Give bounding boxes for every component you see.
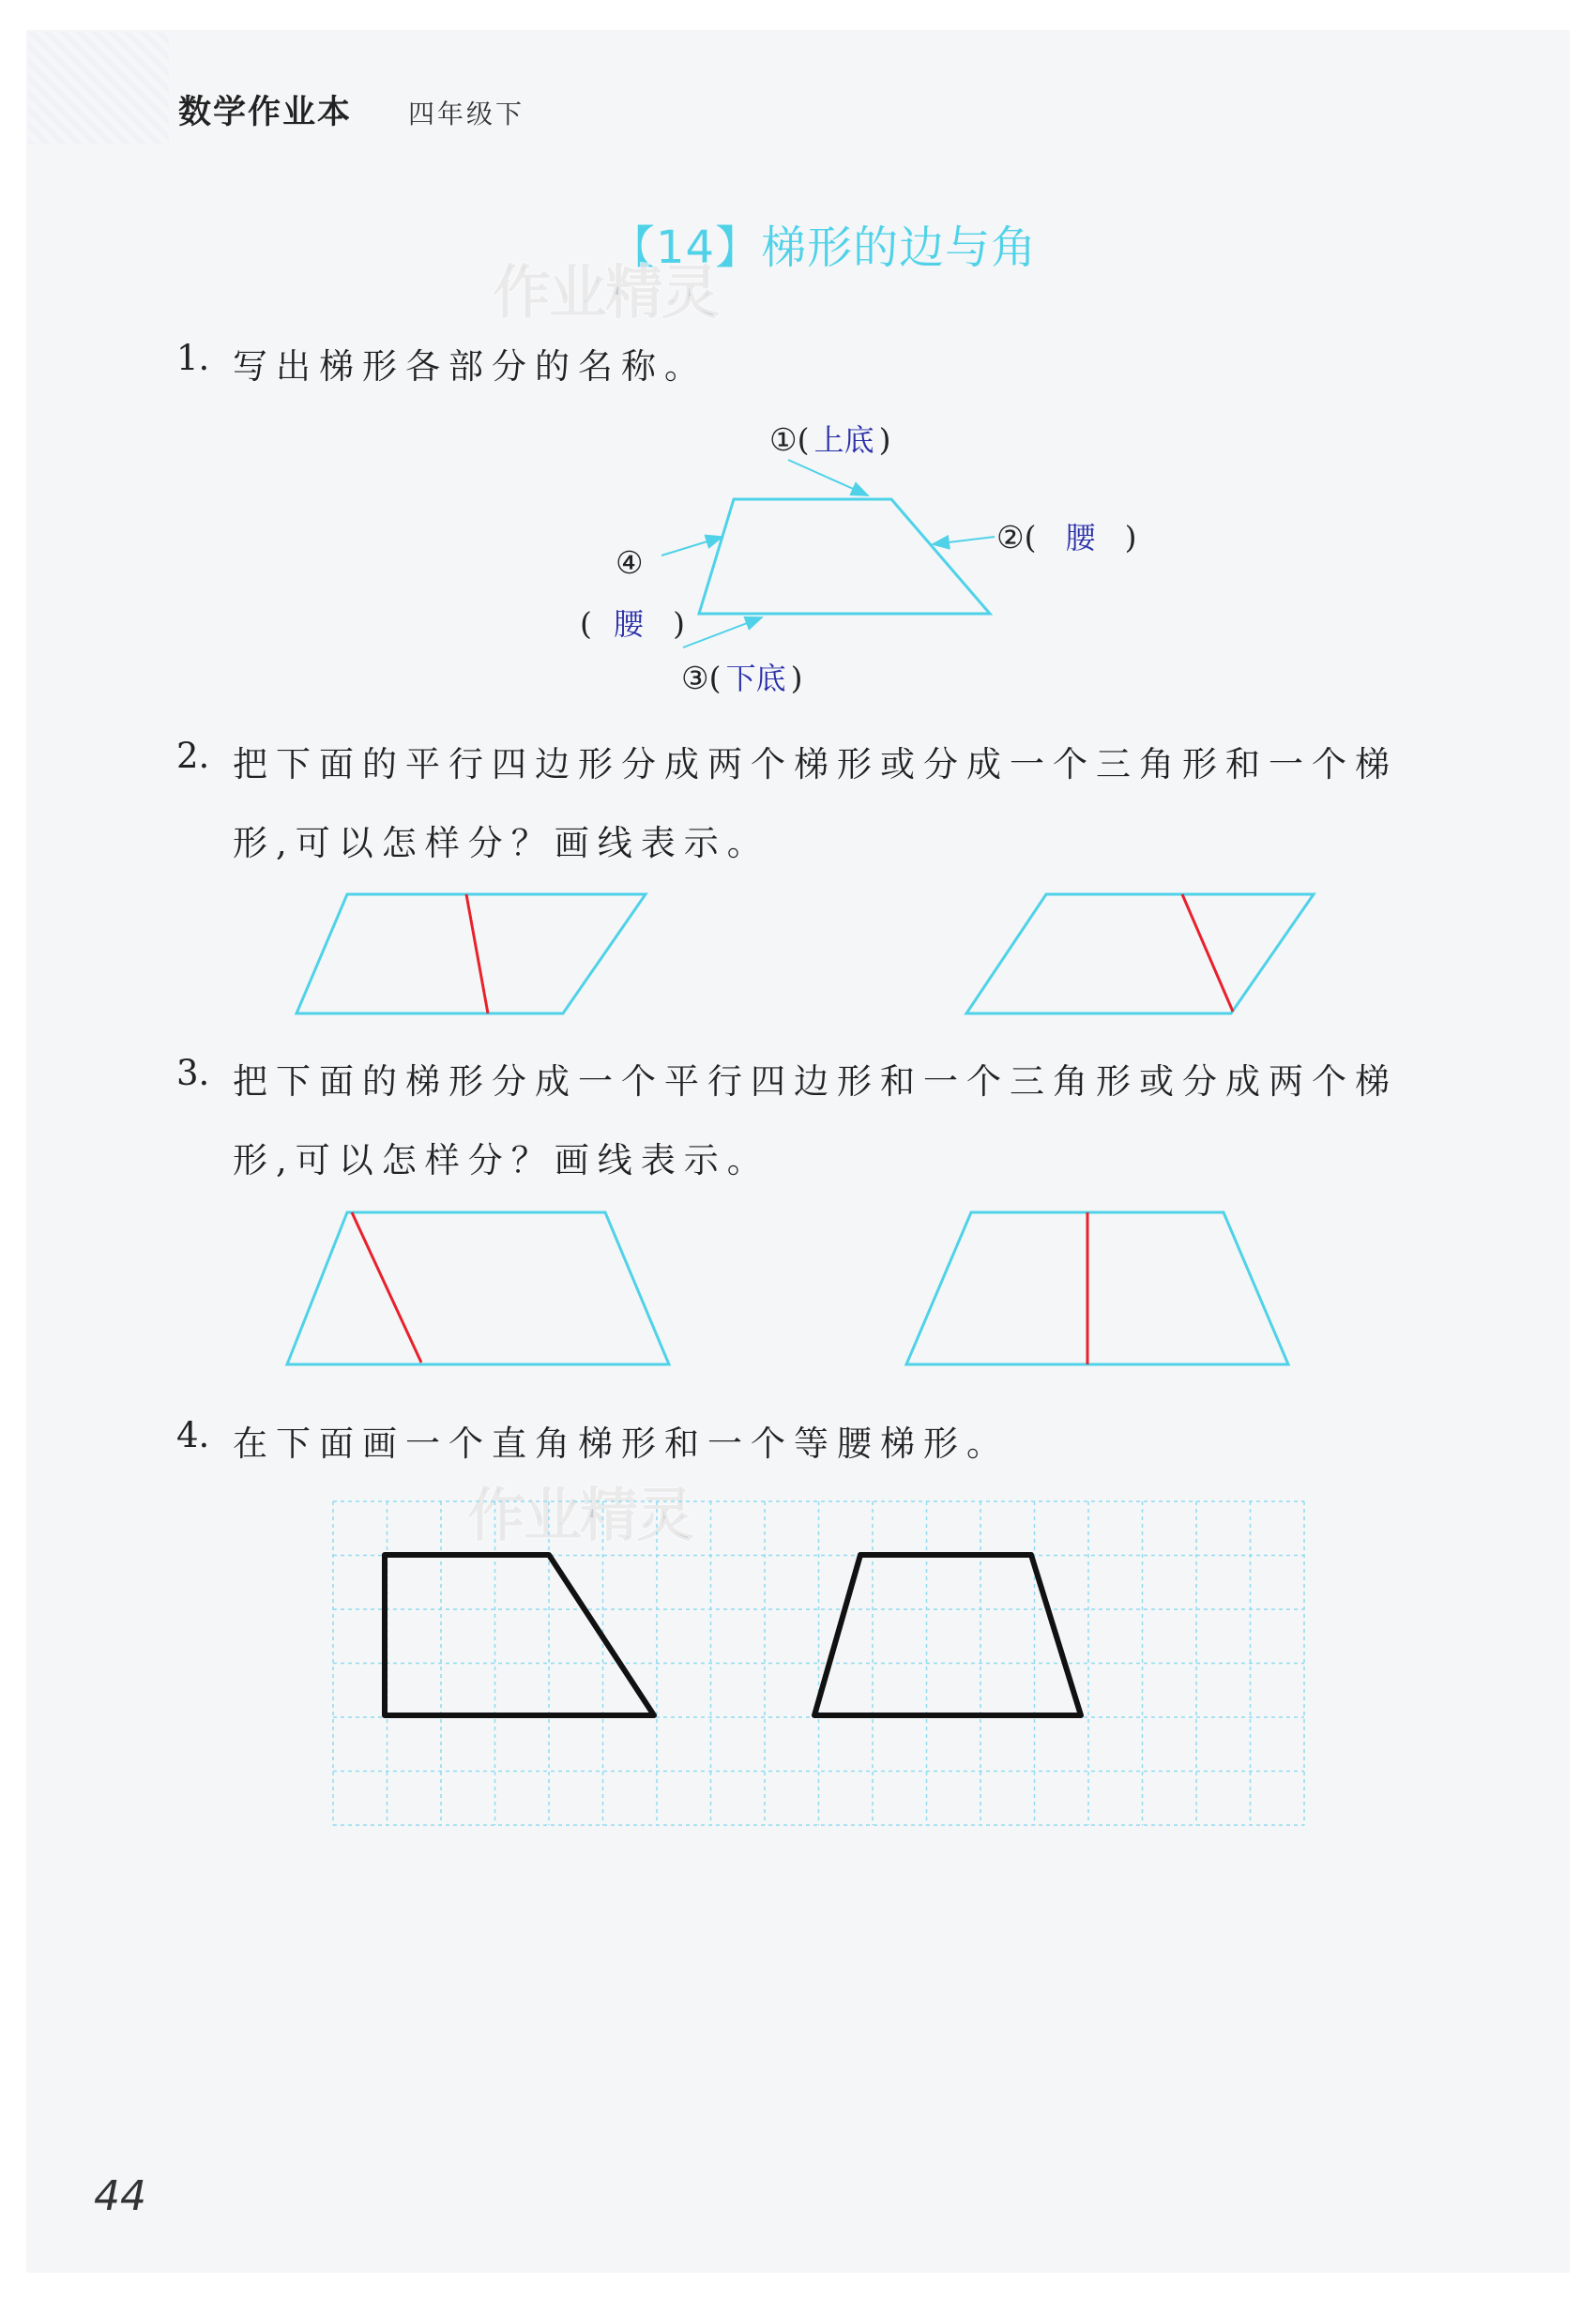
part-3-close: ) xyxy=(790,660,803,696)
question-3-text-line1: 把下面的梯形分成一个平行四边形和一个三角形或分成两个梯 xyxy=(233,1061,1398,1102)
part-4-open: ( xyxy=(580,605,592,642)
part-1-answer: 上底 xyxy=(813,422,874,458)
part-4-close: ) xyxy=(673,605,685,642)
question-2-number: 2. xyxy=(176,736,210,776)
question-3-text-line2: 形,可以怎样分？画线表示。 xyxy=(233,1140,770,1180)
page-number: 44 xyxy=(94,2172,146,2220)
part-3-answer: 下底 xyxy=(725,661,786,696)
part-2-close: ) xyxy=(1124,519,1137,556)
isosceles-trapezoid-drawing xyxy=(814,1555,1081,1715)
part-4-marker: ④ xyxy=(616,544,644,581)
question-3-number: 3. xyxy=(176,1053,210,1093)
part-2-answer: 腰 xyxy=(1065,520,1096,556)
grade-label: 四年级下 xyxy=(408,99,525,129)
question-4-text: 在下面画一个直角梯形和一个等腰梯形。 xyxy=(233,1424,1010,1464)
question-1-number: 1. xyxy=(176,338,210,378)
part-1-open: ( xyxy=(797,421,810,458)
question-4-number: 4. xyxy=(176,1415,210,1455)
question-1-text: 写出梯形各部分的名称。 xyxy=(233,346,707,387)
grid-lines xyxy=(333,1501,1304,1825)
book-title: 数学作业本 xyxy=(178,94,353,131)
part-2-marker: ② xyxy=(996,519,1025,556)
part-4-answer: 腰 xyxy=(613,606,644,642)
part-3-marker: ③ xyxy=(681,660,709,696)
watermark-bottom: 作业精灵 xyxy=(467,1481,693,1549)
part-3-open: ( xyxy=(708,660,722,696)
question-2-text-line1: 把下面的平行四边形分成两个梯形或分成一个三角形和一个梯 xyxy=(233,744,1398,784)
part-2-open: ( xyxy=(1024,519,1037,556)
watermark-top: 作业精灵 xyxy=(493,258,719,327)
part-1-close: ) xyxy=(878,421,891,458)
question-2-text-line2: 形,可以怎样分？画线表示。 xyxy=(233,823,770,863)
part-1-marker: ① xyxy=(769,421,798,458)
right-trapezoid-drawing xyxy=(385,1555,654,1715)
lesson-title: 【14】梯形的边与角 xyxy=(610,221,1038,274)
